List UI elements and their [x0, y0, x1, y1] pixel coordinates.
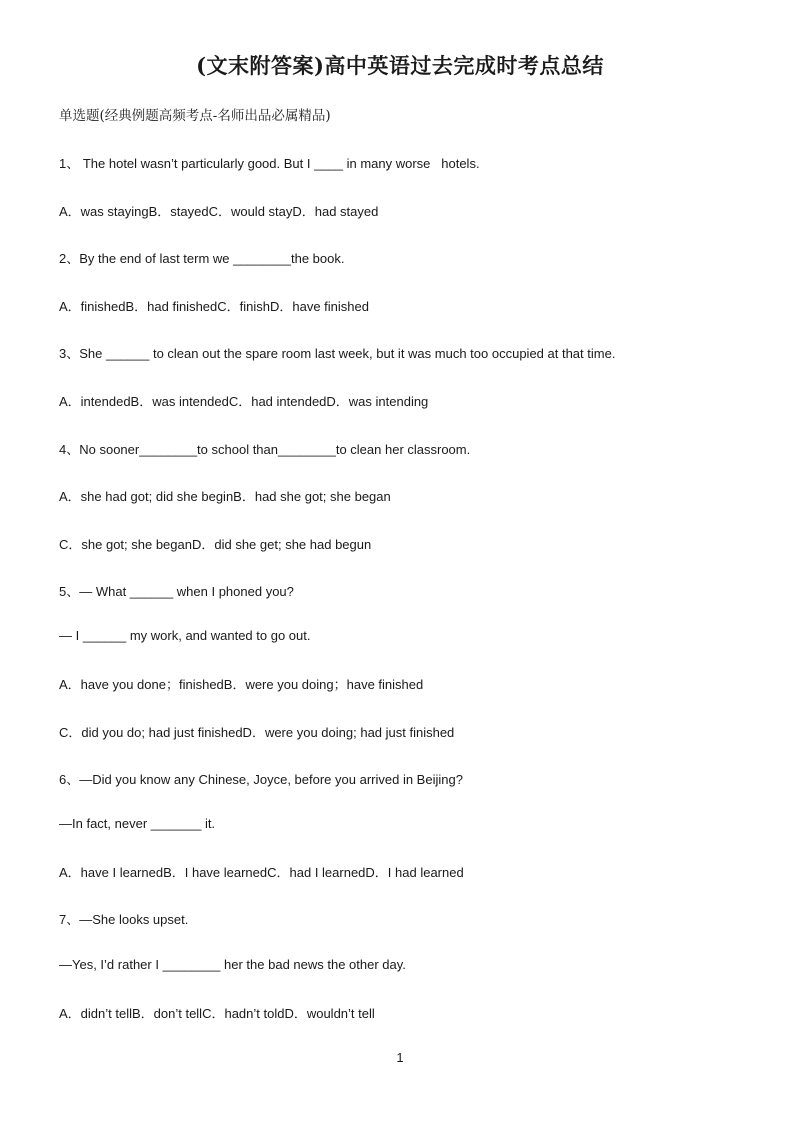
question-5a: 5、— What ______ when I phoned you? [59, 584, 294, 599]
section-label: 单选题(经典例题高频考点-名师出品必属精品) [59, 108, 331, 124]
options-3: A．intendedB．was intendedC．had intendedD．was intending [59, 394, 429, 409]
question-6a: 6、—Did you know any Chinese, Joyce, before you arrived in Beijing? [59, 772, 463, 787]
options-4b: C．she got; she beganD．did she get; she had begun [59, 537, 372, 552]
question-5b: — I ______ my work, and wanted to go out. [59, 628, 311, 643]
question-6b: —In fact, never _______ it. [59, 816, 216, 831]
question-1: 1、 The hotel wasn’t particularly good. But I ____ in many worse hotels. [59, 156, 480, 171]
question-4: 4、No sooner________to school than________to clean her classroom. [59, 442, 471, 457]
question-7a: 7、—She looks upset. [59, 912, 189, 927]
options-4a: A．she had got; did she beginB．had she got; she began [59, 489, 391, 504]
question-2: 2、By the end of last term we ________the book. [59, 251, 345, 266]
question-3: 3、She ______ to clean out the spare room last week, but it was much too occupied at that time. [59, 346, 616, 361]
page-number: 1 [396, 1050, 404, 1065]
options-5a: A．have you done；finishedB．were you doing；have finished [59, 677, 424, 692]
options-6: A．have I learnedB．I have learnedC．had I learnedD．I had learned [59, 865, 464, 880]
options-5b: C．did you do; had just finishedD．were you doing; had just finished [59, 725, 455, 740]
options-7: A．didn’t tellB．don’t tellC．hadn’t toldD．wouldn’t tell [59, 1006, 375, 1021]
question-7b: —Yes, I’d rather I ________ her the bad news the other day. [59, 957, 406, 972]
options-2: A．finishedB．had finishedC．finishD．have finished [59, 299, 369, 314]
page-title: (文末附答案)高中英语过去完成时考点总结 [196, 53, 604, 78]
options-1: A．was stayingB．stayedC．would stayD．had stayed [59, 204, 379, 219]
